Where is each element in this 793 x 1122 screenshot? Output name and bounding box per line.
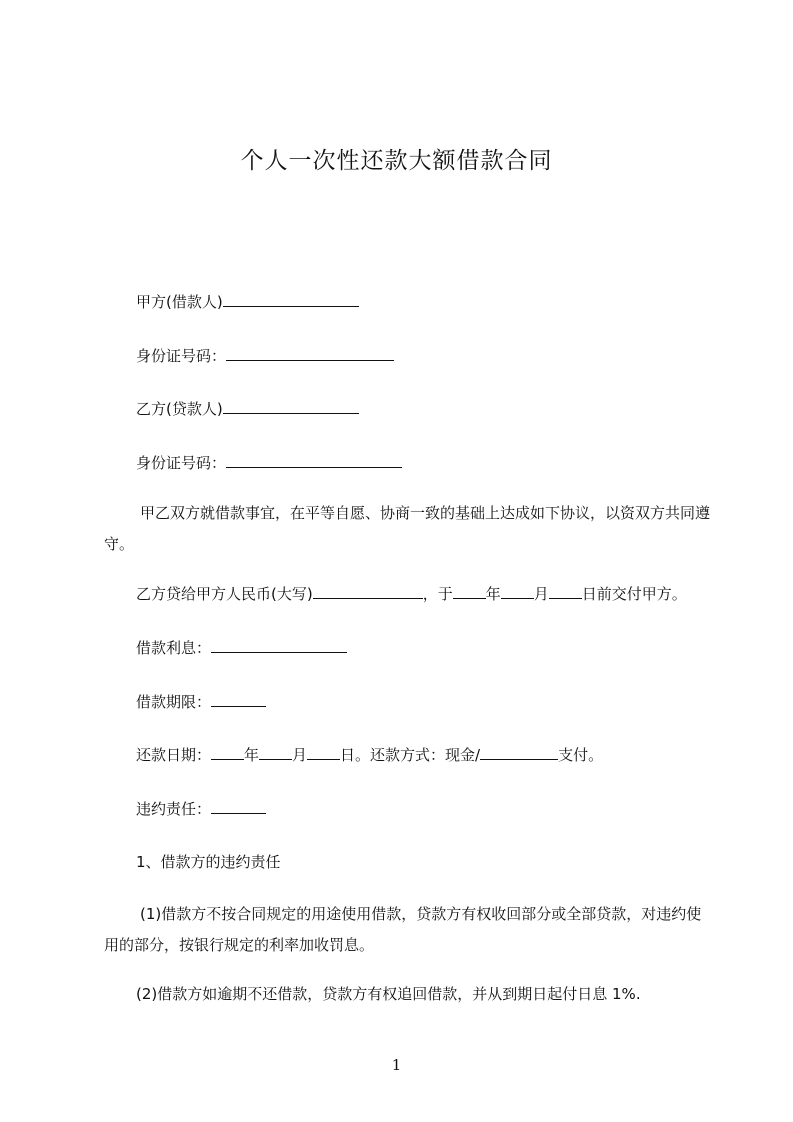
interest-label: 借款利息： <box>136 639 212 657</box>
party-b-line <box>136 399 359 418</box>
breach-blank <box>211 799 266 814</box>
breach-line <box>136 799 266 818</box>
loan-sep: ，于 <box>422 585 453 603</box>
page-number: 1 <box>391 1056 402 1074</box>
loan-month: 月 <box>533 585 549 603</box>
party-a-line <box>136 292 359 311</box>
repay-year: 年 <box>244 746 260 764</box>
loan-amount-line <box>136 584 687 603</box>
interest-line <box>136 638 347 657</box>
party-b-id-blank <box>226 453 402 468</box>
party-b-blank <box>223 399 359 414</box>
loan-day-blank <box>549 584 582 599</box>
term-blank <box>211 692 266 707</box>
repay-day-blank <box>307 745 340 760</box>
loan-year-blank <box>453 584 486 599</box>
party-a-id-line <box>136 346 394 365</box>
repay-month: 月 <box>292 746 308 764</box>
term-line <box>136 692 266 711</box>
repay-prefix: 还款日期： <box>136 746 212 764</box>
party-a-blank <box>223 292 359 307</box>
document-title: 个人一次性还款大额借款合同 <box>240 148 553 174</box>
party-b-label: 乙方(贷款人) <box>136 400 223 418</box>
repay-suffix: 支付。 <box>558 746 604 764</box>
clause-2: (2)借款方如逾期不还借款，贷款方有权追回借款，并从到期日起付日息 1%. <box>136 985 641 1003</box>
loan-month-blank <box>501 584 534 599</box>
party-a-id-blank <box>226 346 394 361</box>
loan-suffix: 日前交付甲方。 <box>581 585 687 603</box>
interest-blank <box>211 638 347 653</box>
breach-label: 违约责任： <box>136 800 212 818</box>
clause-1: (1)借款方不按合同规定的用途使用借款，贷款方有权收回部分或全部贷款，对违约使用的部分，按银行规定的利率加收罚息。 <box>104 905 702 954</box>
loan-year: 年 <box>485 585 501 603</box>
term-label: 借款期限： <box>136 693 212 711</box>
repay-method-blank <box>480 745 558 760</box>
repayment-line <box>136 745 603 764</box>
intro-paragraph: 甲乙双方就借款事宜，在平等自愿、协商一致的基础上达成如下协议，以资双方共同遵守。 <box>104 504 711 553</box>
loan-prefix: 乙方贷给甲方人民币(大写) <box>136 585 313 603</box>
party-a-label: 甲方(借款人) <box>136 293 223 311</box>
section-heading: 1、借款方的违约责任 <box>136 853 281 871</box>
repay-month-blank <box>259 745 292 760</box>
party-a-id-label: 身份证号码： <box>136 347 227 365</box>
party-b-id-line <box>136 453 402 472</box>
repay-method: 日。还款方式：现金/ <box>340 746 481 764</box>
repay-year-blank <box>211 745 244 760</box>
party-b-id-label: 身份证号码： <box>136 454 227 472</box>
loan-amount-blank <box>313 584 423 599</box>
